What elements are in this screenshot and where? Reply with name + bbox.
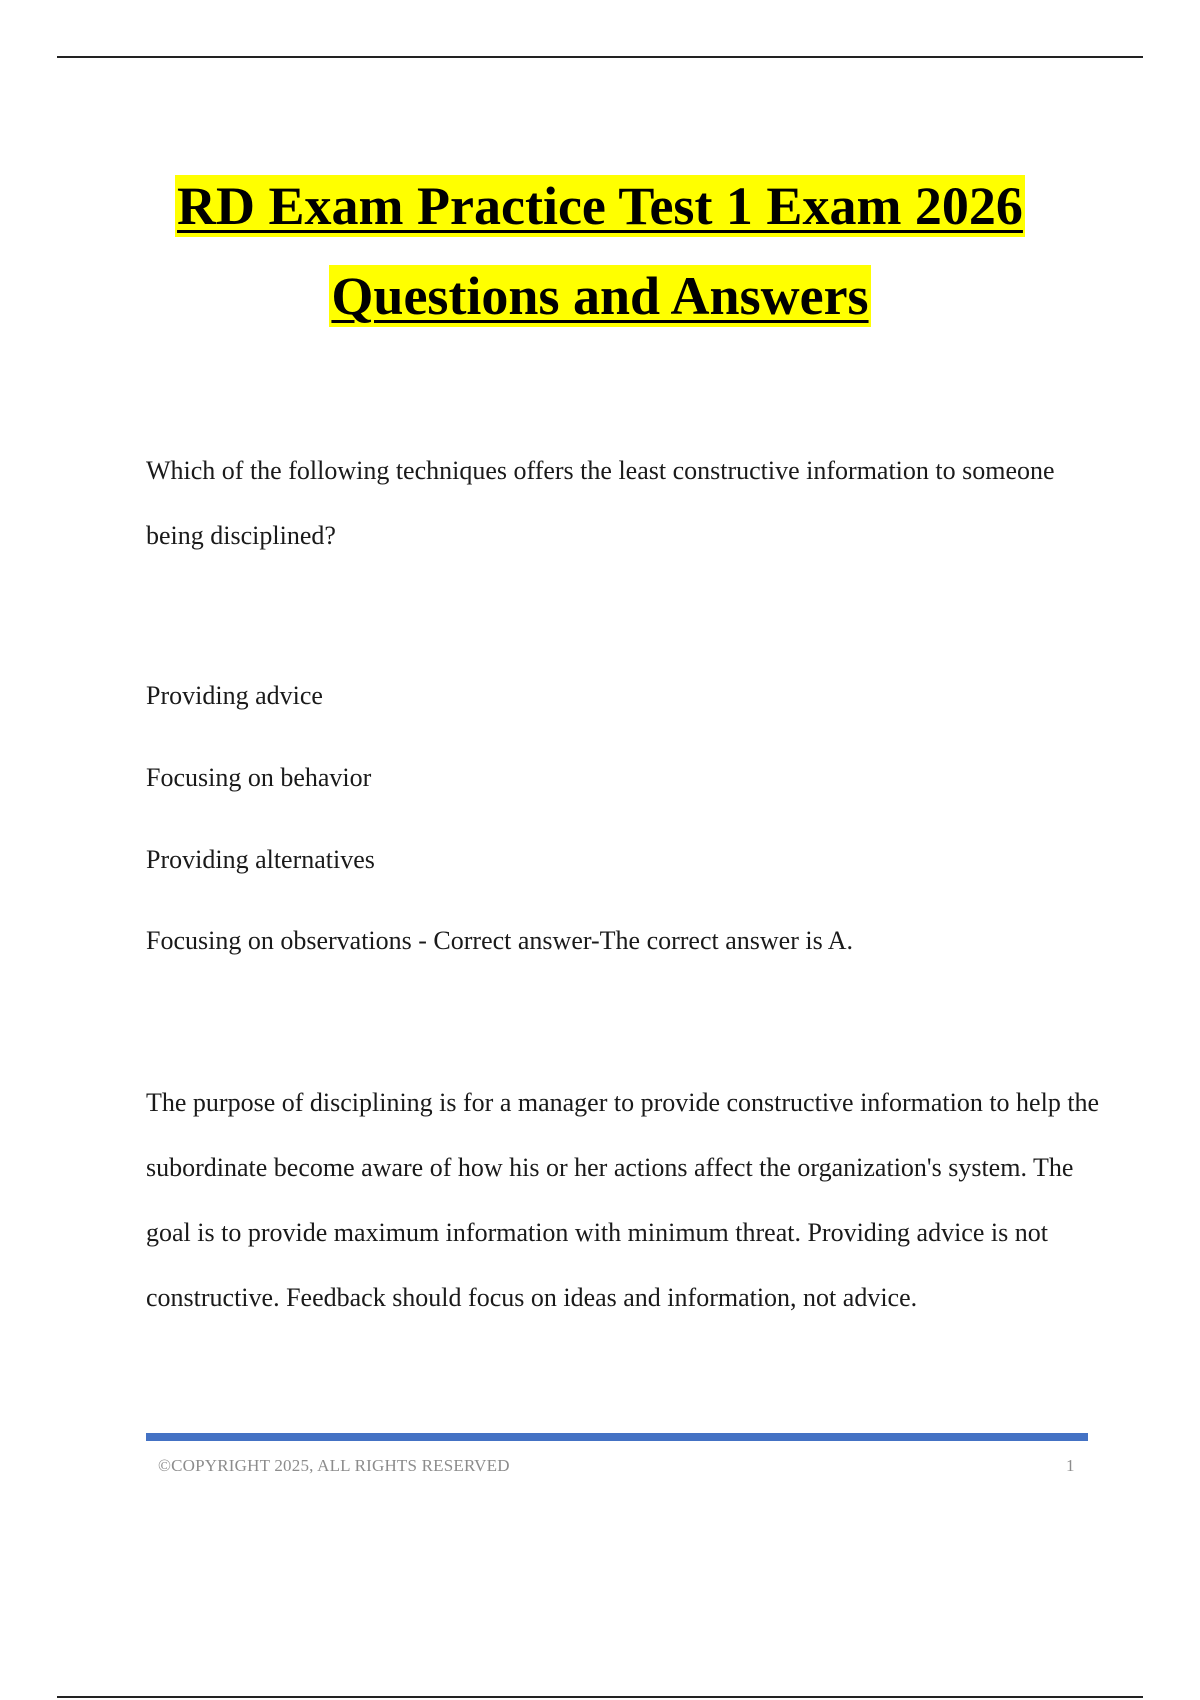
question-text: Which of the following techniques offers the least constructive information to someone being disciplined?: [146, 456, 1055, 550]
bottom-rule: [57, 1696, 1143, 1698]
page-title: [0, 175, 1200, 327]
option-c: Providing alternatives: [146, 845, 375, 874]
page-number: 1: [1066, 1456, 1075, 1475]
footer-divider-bar: [146, 1433, 1088, 1441]
title-line-2: Questions and Answers: [331, 266, 869, 326]
top-rule: [57, 56, 1143, 58]
option-d-with-answer: Focusing on observations - Correct answer-The correct answer is A.: [146, 926, 854, 955]
option-a: Providing advice: [146, 681, 323, 710]
option-b: Focusing on behavior: [146, 763, 372, 792]
title-line-1: RD Exam Practice Test 1 Exam 2026: [177, 176, 1023, 236]
answer-explanation: The purpose of disciplining is for a manager to provide constructive information to help the subordinate become aware of how his or her actions affect the organization's system. The goal is to provide maximum information with minimum threat. Providing advice is not constructive. Feedback should focus on ideas and information, not advice.: [146, 1088, 1100, 1312]
footer-copyright: ©COPYRIGHT 2025, ALL RIGHTS RESERVED: [158, 1456, 510, 1475]
